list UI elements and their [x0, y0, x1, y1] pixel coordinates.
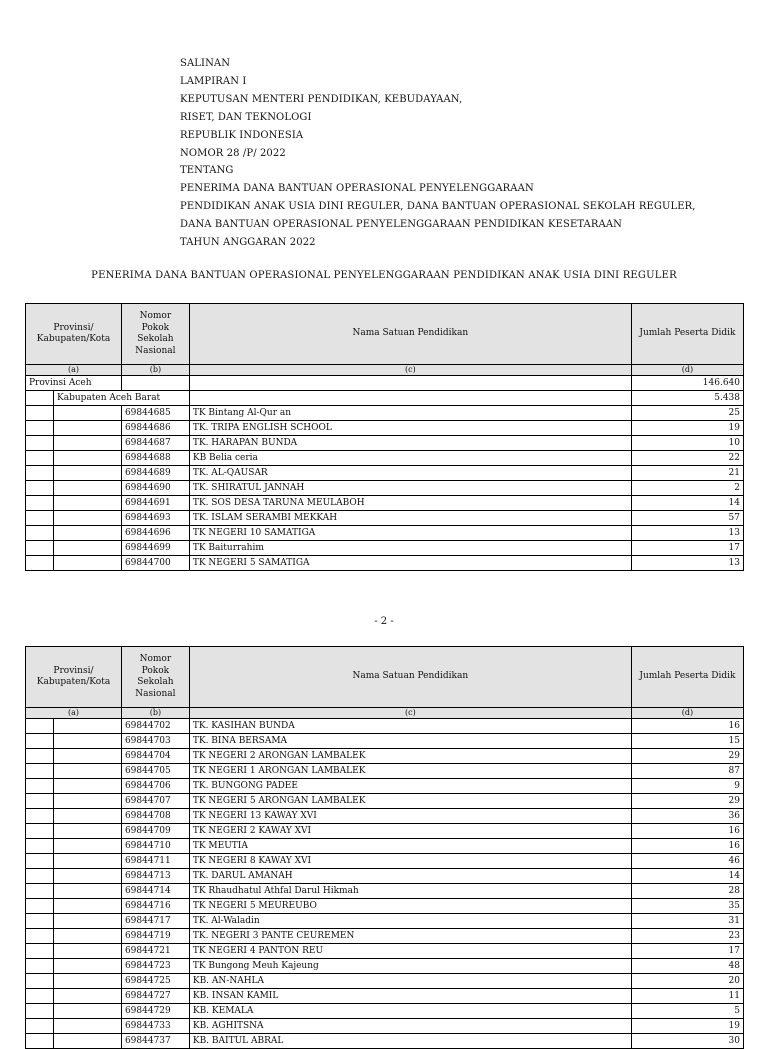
school-name-cell: TK. NEGERI 3 PANTE CEUREMEN	[189, 929, 631, 944]
header-line: PENDIDIKAN ANAK USIA DINI REGULER, DANA BANTUAN OPERASIONAL SEKOLAH REGULER,	[180, 201, 696, 213]
school-name-cell: TK. SOS DESA TARUNA MEULABOH	[189, 496, 631, 511]
npsn-cell: 69844685	[121, 406, 189, 421]
header-line: PENERIMA DANA BANTUAN OPERASIONAL PENYELENGGARAAN	[180, 183, 534, 195]
school-name-cell: TK. KASIHAN BUNDA	[189, 719, 631, 734]
school-name-cell: KB. INSAN KAMIL	[189, 989, 631, 1004]
student-count-cell: 25	[631, 406, 743, 421]
table-row	[26, 1004, 744, 1019]
table-row	[26, 526, 744, 541]
student-count-cell: 29	[631, 794, 743, 809]
school-name-cell: KB. AGHITSNA	[189, 1019, 631, 1034]
table-row	[26, 749, 744, 764]
npsn-cell: 69844686	[121, 421, 189, 436]
npsn-cell: 69844721	[121, 944, 189, 959]
npsn-cell: 69844711	[121, 854, 189, 869]
student-count-cell: 14	[631, 496, 743, 511]
table-row	[26, 496, 744, 511]
table-row	[26, 734, 744, 749]
province-name: Provinsi Aceh	[26, 376, 122, 391]
npsn-cell: 69844688	[121, 451, 189, 466]
kabupaten-name: Kabupaten Aceh Barat	[54, 391, 190, 406]
student-count-cell: 19	[631, 421, 743, 436]
province-total: 146.640	[631, 376, 743, 391]
student-count-cell: 57	[631, 511, 743, 526]
school-name-cell: TK. Al-Waladin	[189, 914, 631, 929]
table-row	[26, 989, 744, 1004]
table-row	[26, 481, 744, 496]
school-name-cell: TK. BUNGONG PADEE	[189, 779, 631, 794]
table-row	[26, 436, 744, 451]
table-row	[26, 809, 744, 824]
table-row	[26, 541, 744, 556]
school-name-cell: TK NEGERI 4 PANTON REU	[189, 944, 631, 959]
column-header-npsn: Nomor Pokok Sekolah Nasional	[121, 304, 189, 365]
table-row	[26, 839, 744, 854]
table-row	[26, 854, 744, 869]
table-row	[26, 824, 744, 839]
column-header-student-count: Jumlah Peserta Didik	[631, 647, 743, 708]
header-line: NOMOR 28 /P/ 2022	[180, 147, 286, 159]
column-letter-a: (a)	[26, 365, 122, 376]
document-title: PENERIMA DANA BANTUAN OPERASIONAL PENYELENGGARAAN PENDIDIKAN ANAK USIA DINI REGULER	[91, 270, 677, 281]
school-name-cell: TK NEGERI 5 ARONGAN LAMBALEK	[189, 794, 631, 809]
student-count-cell: 14	[631, 869, 743, 884]
student-count-cell: 17	[631, 944, 743, 959]
npsn-cell: 69844691	[121, 496, 189, 511]
header-line: DANA BANTUAN OPERASIONAL PENYELENGGARAAN PENDIDIKAN KESETARAAN	[180, 219, 623, 231]
school-name-cell: TK. HARAPAN BUNDA	[189, 436, 631, 451]
school-name-cell: TK. AL-QAUSAR	[189, 466, 631, 481]
npsn-cell: 69844693	[121, 511, 189, 526]
table-row	[26, 466, 744, 481]
student-count-cell: 48	[631, 959, 743, 974]
school-name-cell: KB. KEMALA	[189, 1004, 631, 1019]
npsn-cell: 69844709	[121, 824, 189, 839]
school-name-cell: TK Bungong Meuh Kajeung	[189, 959, 631, 974]
header-line: RISET, DAN TEKNOLOGI	[180, 111, 312, 123]
table-row	[26, 779, 744, 794]
npsn-cell: 69844705	[121, 764, 189, 779]
column-header-student-count: Jumlah Peserta Didik	[631, 304, 743, 365]
header-line: REPUBLIK INDONESIA	[180, 129, 304, 141]
student-count-cell: 20	[631, 974, 743, 989]
school-name-cell: TK NEGERI 2 KAWAY XVI	[189, 824, 631, 839]
table-row	[26, 1019, 744, 1034]
student-count-cell: 22	[631, 451, 743, 466]
npsn-cell: 69844702	[121, 719, 189, 734]
npsn-cell: 69844713	[121, 869, 189, 884]
npsn-cell: 69844706	[121, 779, 189, 794]
school-name-cell: KB. BAITUL ABRAL	[189, 1034, 631, 1049]
student-count-cell: 16	[631, 719, 743, 734]
school-name-cell: TK NEGERI 1 ARONGAN LAMBALEK	[189, 764, 631, 779]
student-count-cell: 46	[631, 854, 743, 869]
table-row	[26, 421, 744, 436]
student-count-cell: 16	[631, 824, 743, 839]
table-row	[26, 719, 744, 734]
npsn-cell: 69844703	[121, 734, 189, 749]
student-count-cell: 30	[631, 1034, 743, 1049]
school-name-cell: TK NEGERI 8 KAWAY XVI	[189, 854, 631, 869]
npsn-cell: 69844729	[121, 1004, 189, 1019]
npsn-cell: 69844719	[121, 929, 189, 944]
student-count-cell: 11	[631, 989, 743, 1004]
npsn-cell: 69844725	[121, 974, 189, 989]
npsn-cell: 69844716	[121, 899, 189, 914]
npsn-cell: 69844737	[121, 1034, 189, 1049]
province-row	[26, 376, 744, 391]
column-letter-d: (d)	[631, 365, 743, 376]
student-count-cell: 10	[631, 436, 743, 451]
student-count-cell: 2	[631, 481, 743, 496]
npsn-cell: 69844700	[121, 556, 189, 571]
school-name-cell: KB Belia ceria	[189, 451, 631, 466]
npsn-cell: 69844696	[121, 526, 189, 541]
school-name-cell: TK Bintang Al-Qur an	[189, 406, 631, 421]
student-count-cell: 28	[631, 884, 743, 899]
column-letter-c: (c)	[189, 708, 631, 719]
table-row	[26, 914, 744, 929]
school-name-cell: KB. AN-NAHLA	[189, 974, 631, 989]
table-row	[26, 764, 744, 779]
npsn-cell: 69844727	[121, 989, 189, 1004]
student-count-cell: 16	[631, 839, 743, 854]
school-name-cell: TK NEGERI 2 ARONGAN LAMBALEK	[189, 749, 631, 764]
table-row	[26, 929, 744, 944]
npsn-cell: 69844704	[121, 749, 189, 764]
table-row	[26, 944, 744, 959]
decree-header	[180, 55, 696, 252]
table-row	[26, 1034, 744, 1049]
student-count-cell: 87	[631, 764, 743, 779]
column-letter-b: (b)	[121, 708, 189, 719]
npsn-cell: 69844714	[121, 884, 189, 899]
table-row	[26, 406, 744, 421]
student-count-cell: 5	[631, 1004, 743, 1019]
column-header-npsn: Nomor Pokok Sekolah Nasional	[121, 647, 189, 708]
student-count-cell: 21	[631, 466, 743, 481]
column-header-province: Provinsi/ Kabupaten/Kota	[26, 304, 122, 365]
column-letter-a: (a)	[26, 708, 122, 719]
student-count-cell: 23	[631, 929, 743, 944]
school-name-cell: TK NEGERI 5 MEUREUBO	[189, 899, 631, 914]
column-letter-b: (b)	[121, 365, 189, 376]
kabupaten-total: 5.438	[631, 391, 743, 406]
table-row	[26, 556, 744, 571]
table-row	[26, 451, 744, 466]
npsn-cell: 69844690	[121, 481, 189, 496]
table-row	[26, 511, 744, 526]
table-row	[26, 974, 744, 989]
column-letter-c: (c)	[189, 365, 631, 376]
column-header-province: Provinsi/ Kabupaten/Kota	[26, 647, 122, 708]
npsn-cell: 69844708	[121, 809, 189, 824]
npsn-cell: 69844699	[121, 541, 189, 556]
npsn-cell: 69844717	[121, 914, 189, 929]
student-count-cell: 13	[631, 556, 743, 571]
table-row	[26, 794, 744, 809]
recipients-table-page-2	[25, 646, 744, 1049]
npsn-cell: 69844733	[121, 1019, 189, 1034]
header-line: LAMPIRAN I	[180, 75, 247, 87]
school-name-cell: TK. ISLAM SERAMBI MEKKAH	[189, 511, 631, 526]
student-count-cell: 17	[631, 541, 743, 556]
school-name-cell: TK. TRIPA ENGLISH SCHOOL	[189, 421, 631, 436]
school-name-cell: TK MEUTIA	[189, 839, 631, 854]
header-line: KEPUTUSAN MENTERI PENDIDIKAN, KEBUDAYAAN,	[180, 93, 463, 105]
header-line: TENTANG	[180, 165, 234, 177]
school-name-cell: TK. DARUL AMANAH	[189, 869, 631, 884]
npsn-cell: 69844707	[121, 794, 189, 809]
column-header-school-name: Nama Satuan Pendidikan	[189, 647, 631, 708]
npsn-cell: 69844710	[121, 839, 189, 854]
table-row	[26, 899, 744, 914]
kabupaten-row	[26, 391, 744, 406]
student-count-cell: 29	[631, 749, 743, 764]
school-name-cell: TK. SHIRATUL JANNAH	[189, 481, 631, 496]
recipients-table-page-1	[25, 303, 744, 571]
school-name-cell: TK Rhaudhatul Athfal Darul Hikmah	[189, 884, 631, 899]
npsn-cell: 69844689	[121, 466, 189, 481]
column-letter-d: (d)	[631, 708, 743, 719]
student-count-cell: 13	[631, 526, 743, 541]
table-row	[26, 959, 744, 974]
school-name-cell: TK NEGERI 5 SAMATIGA	[189, 556, 631, 571]
table-row	[26, 884, 744, 899]
school-name-cell: TK Baiturrahim	[189, 541, 631, 556]
school-name-cell: TK NEGERI 10 SAMATIGA	[189, 526, 631, 541]
npsn-cell: 69844723	[121, 959, 189, 974]
page-number: - 2 -	[374, 616, 394, 627]
table-row	[26, 869, 744, 884]
student-count-cell: 9	[631, 779, 743, 794]
npsn-cell: 69844687	[121, 436, 189, 451]
student-count-cell: 15	[631, 734, 743, 749]
student-count-cell: 36	[631, 809, 743, 824]
student-count-cell: 31	[631, 914, 743, 929]
header-line: TAHUN ANGGARAN 2022	[180, 237, 316, 249]
student-count-cell: 19	[631, 1019, 743, 1034]
header-line: SALINAN	[180, 58, 231, 69]
school-name-cell: TK. BINA BERSAMA	[189, 734, 631, 749]
column-header-school-name: Nama Satuan Pendidikan	[189, 304, 631, 365]
school-name-cell: TK NEGERI 13 KAWAY XVI	[189, 809, 631, 824]
student-count-cell: 35	[631, 899, 743, 914]
